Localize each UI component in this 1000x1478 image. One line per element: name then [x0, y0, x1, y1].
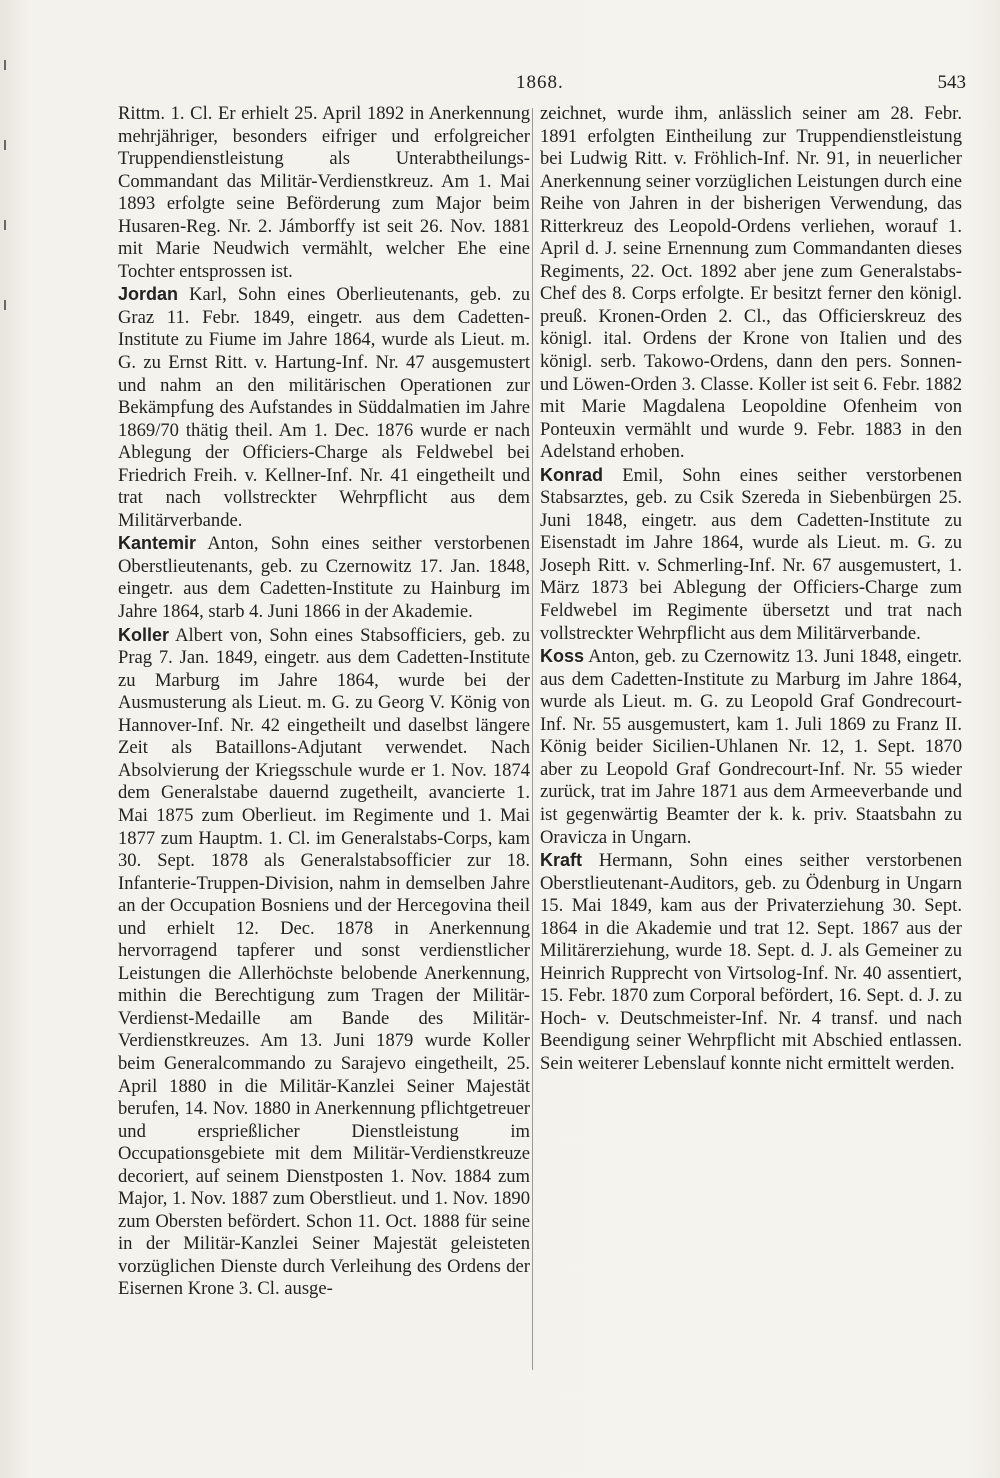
biography-entry	[540, 645, 962, 849]
entry-text: Emil, Sohn eines seither verstorbenen Stabsarztes, geb. zu Csik Szereda in Siebenbürgen 25. Juni 1848, eingetr. aus dem Cadetten-Institute zu Eisenstadt im Jahre 1864, wurde als Lieut. m. G. zu Joseph Ritt. v. Schmerling-Inf. Nr. 67 ausgemustert, 1. März 1873 bei Ablegung der Officiers-Charge zum Feldwebel im Regimente übersetzt und trat nach vollstreckter Wehrpflicht aus dem Militärverbande.	[540, 464, 962, 644]
entry-surname: Jordan	[118, 284, 179, 305]
left-column	[118, 103, 530, 1301]
biography-entry	[540, 103, 962, 464]
entry-surname: Kraft	[540, 850, 583, 871]
biography-entry	[540, 849, 962, 1075]
entry-text: Rittm. 1. Cl. Er erhielt 25. April 1892 in Anerkennung mehrjähriger, besonders eifriger und erfolgreicher Truppendienstleistung als Unterabtheilungs-Commandant das Militär-Verdienstkreuz. Am 1. Mai 1893 erfolgte seine Beförderung zum Major beim Husaren-Reg. Nr. 2. Jámborffy ist seit 26. Nov. 1881 mit Marie Neudwich vermählt, welcher Ehe eine Tochter entsprossen ist.	[118, 103, 530, 282]
entry-surname: Koller	[118, 624, 170, 645]
entry-text: Albert von, Sohn eines Stabsofficiers, geb. zu Prag 7. Jan. 1849, eingetr. aus dem Cadetten-Institute zu Marburg im Jahre 1864, wurde bei der Ausmusterung als Lieut. m. G. zu Georg V. König von Hannover-Inf. Nr. 42 eingetheilt und daselbst längere Zeit als Bataillons-Adjutant verwendet. Nach Absolvierung der Kriegsschule wurde er 1. Nov. 1874 dem Generalstabe dauernd zugetheilt, avancierte 1. Mai 1875 zum Oberlieut. im Regimente und 1. Mai 1877 zum Hauptm. 1. Cl. im Generalstabs-Corps, kam 30. Sept. 1878 als Generalstabsofficier zur 18. Infanterie-Truppen-Division, nahm in demselben Jahre an der Occupation Bosniens und der Hercegovina theil und erhielt 12. Dec. 1878 in Anerkennung hervorragend tapferer und sonst verdienstlicher Leistungen die Allerhöchste belobende Anerkennung, mithin die Berechtigung zum Tragen der Militär-Verdienst-Medaille am Bande des Militär-Verdienstkreuzes. Am 13. Juni 1879 wurde Koller beim Generalcommando zu Sarajevo eingetheilt, 25. April 1880 in die Militär-Kanzlei Seiner Majestät berufen, 14. Nov. 1880 in Anerkennung pflichtgetreuer und ersprießlicher Dienstleistung im Occupationsgebiete mit dem Militär-Verdienstkreuze decoriert, auf seinem Dienstposten 1. Nov. 1884 zum Major, 1. Nov. 1887 zum Oberstlieut. und 1. Nov. 1890 zum Obersten befördert. Schon 11. Oct. 1888 für seine in der Militär-Kanzlei Seiner Majestät geleisteten vorzüglichen Dienste durch Verleihung des Ordens der Eisernen Krone 3. Cl. ausge-	[118, 624, 530, 1300]
entry-text: Anton, Sohn eines seither verstorbenen Oberstlieutenants, geb. zu Czernowitz 17. Jan. 1848, eingetr. aus dem Cadetten-Institute zu Hainburg im Jahre 1864, starb 4. Juni 1866 in der Akademie.	[118, 533, 530, 623]
right-column	[540, 103, 962, 1076]
biography-entry	[118, 283, 530, 532]
entry-surname: Kantemir	[118, 533, 197, 554]
biography-entry	[540, 464, 962, 645]
page-header	[0, 72, 1000, 102]
entry-surname: Koss	[540, 646, 585, 667]
entry-text: Hermann, Sohn eines seither verstorbenen Oberstlieutenant-Auditors, geb. zu Ödenburg in Ungarn 15. Mai 1849, kam aus der Privaterziehung 30. Sept. 1864 in die Akademie und trat 12. Sept. 1867 aus der Militärerziehung, wurde 18. Sept. d. J. als Gemeiner zu Heinrich Rupprecht von Virtsolog-Inf. Nr. 40 assentiert, 15. Febr. 1870 zum Corporal befördert, 16. Sept. d. J. zu Hoch- v. Deutschmeister-Inf. Nr. 4 transf. und nach Beendigung seiner Wehrpflicht mit Abschied entlassen. Sein weiterer Lebenslauf konnte nicht ermittelt werden.	[540, 850, 962, 1074]
biography-entry	[118, 103, 530, 283]
entry-surname: Konrad	[540, 464, 603, 485]
entry-text: Anton, geb. zu Czernowitz 13. Juni 1848, eingetr. aus dem Cadetten-Institute zu Marburg im Jahre 1864, wurde als Lieut. m. G. zu Leopold Graf Gondrecourt-Inf. Nr. 55 ausgemustert, kam 1. Juli 1869 zu Franz II. König beider Sicilien-Uhlanen Nr. 12, 1. Sept. 1870 aber zu Leopold Graf Gondrecourt-Inf. Nr. 55 wieder zurück, trat im Jahre 1871 aus dem Armeeverbande und ist gegenwärtig Beamter der k. k. priv. Staatsbahn zu Oravicza in Ungarn.	[540, 646, 962, 848]
page-number: 543	[937, 72, 966, 93]
page-year: 1868.	[516, 72, 564, 93]
biography-entry	[118, 624, 530, 1301]
page-edge-marks	[2, 60, 12, 360]
column-divider	[532, 108, 533, 1370]
biography-entry	[118, 532, 530, 623]
entry-text: Karl, Sohn eines Oberlieutenants, geb. zu Graz 11. Febr. 1849, eingetr. aus dem Cadetten-Institute zu Fiume im Jahre 1864, wurde als Lieut. m. G. zu Ernst Ritt. v. Hartung-Inf. Nr. 47 ausgemustert und nahm an den militärischen Operationen zur Bekämpfung des Aufstandes in Süddalmatien im Jahre 1869/70 thätig theil. Am 1. Dec. 1876 wurde er nach Ablegung der Officiers-Charge als Feldwebel bei Friedrich Freih. v. Kellner-Inf. Nr. 41 eingetheilt und trat nach vollstreckter Wehrpflicht aus dem Militärverbande.	[118, 284, 530, 531]
entry-text: zeichnet, wurde ihm, anlässlich seiner am 28. Febr. 1891 erfolgten Eintheilung zur Truppendienstleistung bei Ludwig Ritt. v. Fröhlich-Inf. Nr. 91, in neuerlicher Anerkennung seiner vorzüglichen Leistungen durch eine Reihe von Jahren in der bisherigen Verwendung, das Ritterkreuz des Leopold-Ordens verliehen, worauf 1. April d. J. seine Ernennung zum Commandanten dieses Regiments, 22. Oct. 1892 aber jene zum Generalstabs-Chef des 8. Corps erfolgte. Er besitzt ferner den königl. preuß. Kronen-Orden 2. Cl., das Officierskreuz des königl. ital. Ordens der Krone von Italien und des königl. serb. Takowo-Ordens, dann den pers. Sonnen- und Löwen-Orden 3. Classe. Koller ist seit 6. Febr. 1882 mit Marie Magdalena Leopoldine Ofenheim von Ponteuxin vermählt und wurde 9. Febr. 1883 in den Adelstand erhoben.	[540, 103, 962, 463]
